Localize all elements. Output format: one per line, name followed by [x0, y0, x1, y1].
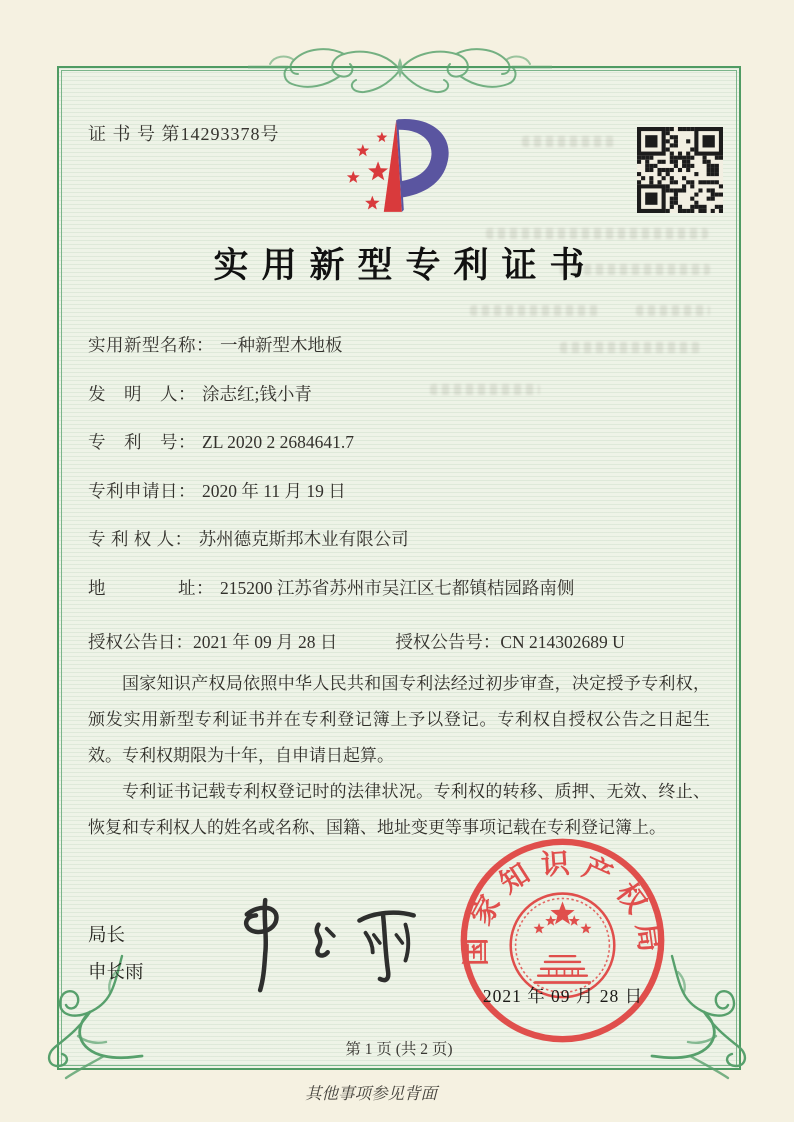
signer-title: 局长 [88, 926, 126, 946]
signer-block [88, 918, 144, 992]
field-row-patentee [88, 526, 713, 575]
qr-code-icon [637, 127, 723, 213]
grant-date-value: 2021 年 09 月 28 日 [193, 632, 338, 652]
bleedthrough-text [522, 136, 614, 147]
field-row-filing-date [88, 478, 713, 527]
field-row-address [88, 575, 713, 624]
grant-date-label: 授权公告日： [88, 632, 193, 652]
field-value: 2020 年 11 月 19 日 [202, 480, 346, 501]
legal-paragraph: 国家知识产权局依照中华人民共和国专利法经过初步审查，决定授予专利权，颁发实用新型专利证书并在专利登记簿上予以登记。专利权自授权公告之日起生效。专利权期限为十年，自申请日起算。 [88, 674, 710, 765]
field-label: 专 利 号： [88, 432, 196, 453]
field-value: 苏州德克斯邦木业有限公司 [198, 529, 409, 550]
grant-row [88, 629, 713, 654]
cnipa-logo-icon [338, 114, 462, 220]
back-note: 其他事项参见背面 [305, 1084, 437, 1103]
grant-number-value: CN 214302689 U [500, 632, 625, 652]
seal-date: 2021 年 09 月 28 日 [482, 986, 644, 1006]
field-row-patent-no [88, 429, 713, 478]
signature-icon [212, 880, 427, 1000]
certificate-number: 证 书 号 第14293378号 [88, 124, 280, 144]
field-value: 215200 江苏省苏州市吴江区七都镇桔园路南侧 [220, 577, 575, 598]
field-label: 专利申请日： [88, 480, 196, 501]
official-seal-icon [455, 832, 670, 1047]
seal-ring-text: 国家知识产权局 [461, 848, 665, 967]
certificate-fields [88, 332, 713, 624]
field-value: 一种新型木地板 [220, 335, 343, 355]
field-row-inventor [88, 381, 713, 430]
certificate-title: 实用新型专利证书 [213, 246, 598, 285]
grant-number-label: 授权公告号： [395, 632, 501, 652]
field-value: 涂志红;钱小青 [202, 383, 312, 404]
field-label: 实用新型名称： [88, 335, 214, 355]
bleedthrough-text [636, 305, 710, 316]
signer-name: 申长雨 [88, 963, 144, 983]
national-emblem [533, 901, 591, 982]
field-row-name [88, 332, 713, 381]
field-label: 专 利 权 人： [88, 529, 193, 550]
field-label: 地 址： [88, 577, 214, 598]
field-value: ZL 2020 2 2684641.7 [202, 432, 354, 453]
top-border-ornament [248, 40, 552, 102]
page-number: 第 1 页 (共 2 页) [345, 1041, 453, 1058]
bleedthrough-text [470, 305, 602, 316]
field-label: 发 明 人： [88, 383, 196, 404]
legal-paragraph: 专利证书记载专利权登记时的法律状况。专利权的转移、质押、无效、终止、恢复和专利权人的姓名或名称、国籍、地址变更等事项记载在专利登记簿上。 [88, 782, 710, 837]
legal-text [88, 666, 710, 846]
